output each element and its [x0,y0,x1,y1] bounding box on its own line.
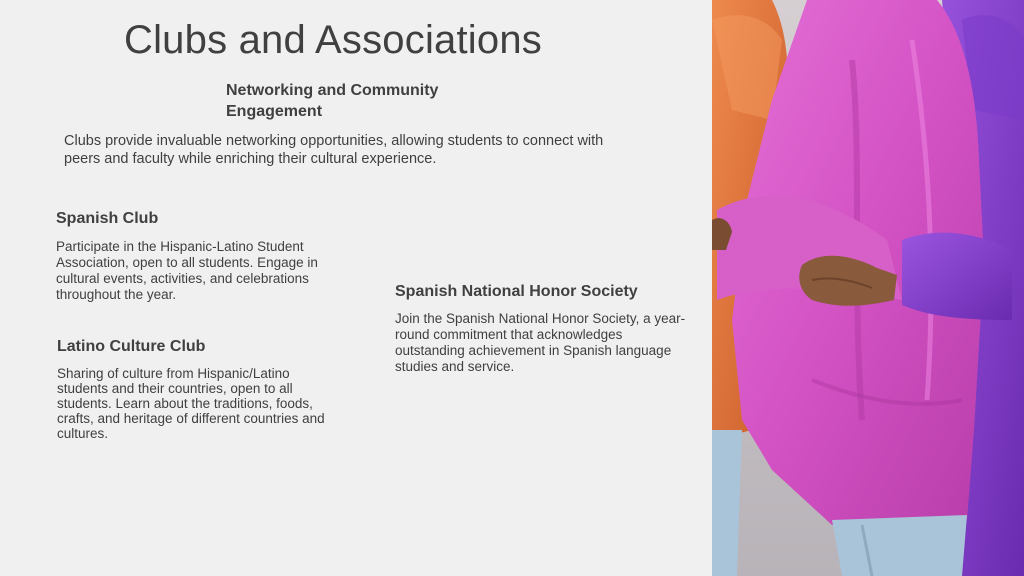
people-embracing-image [712,0,1024,576]
spanish-club-heading: Spanish Club [56,210,159,227]
slide-title: Clubs and Associations [124,18,542,62]
photo-illustration [712,0,1024,576]
honor-society-description: Join the Spanish National Honor Society, a year-round commitment that acknowledges outstanding achievement in Spanish language studies and service. [395,311,686,374]
latino-culture-club-description: Sharing of culture from Hispanic/Latino students and their countries, open to all students. Learn about the traditions, foods, crafts, and heritage of different countries and cultures. [57,366,325,441]
spanish-club-description: Participate in the Hispanic-Latino Student Association, open to all students. Engage in cultural events, activities, and celebrations throughout the year. [56,239,318,302]
slide-subtitle: Networking and Community Engagement [226,82,439,120]
honor-society-heading: Spanish National Honor Society [395,283,638,300]
latino-culture-club-heading: Latino Culture Club [57,338,206,355]
intro-paragraph: Clubs provide invaluable networking opportunities, allowing students to connect with peers and faculty while enriching their cultural experience. [64,133,604,167]
